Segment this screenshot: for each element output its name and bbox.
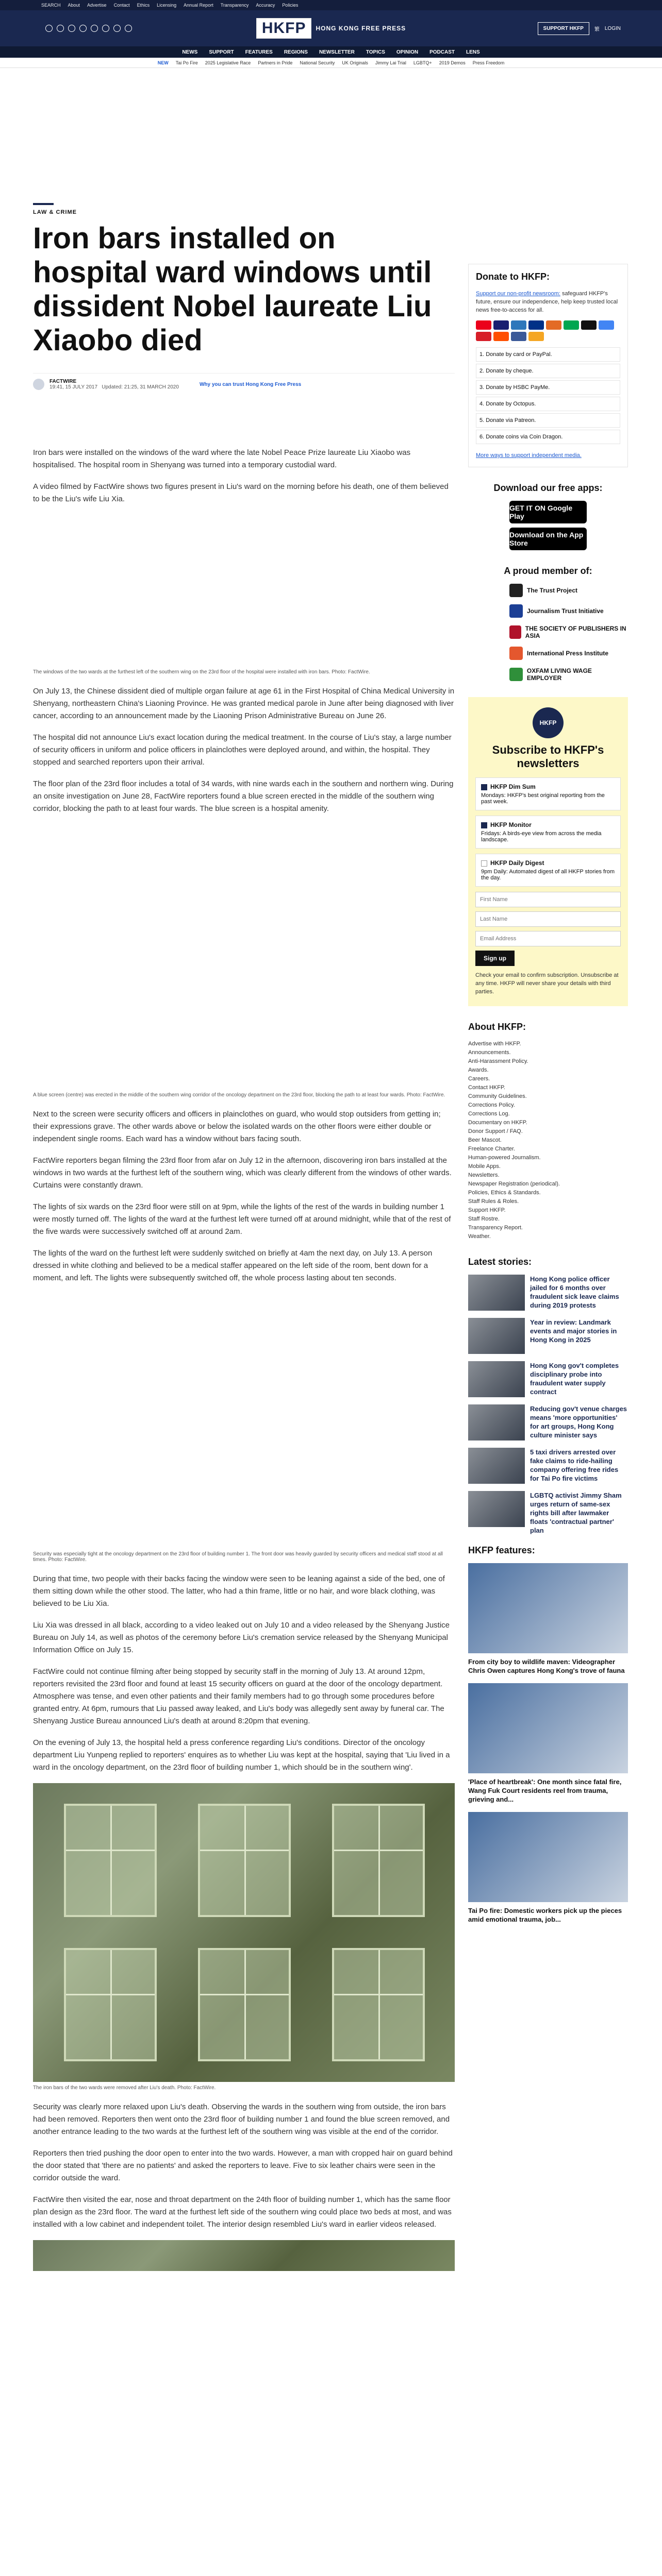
google-play-button[interactable]: GET IT ON Google Play [509,501,587,523]
updated-date: Updated: 21:25, 31 MARCH 2020 [102,384,179,390]
story-thumbnail[interactable] [468,1275,525,1311]
trust-project-icon [509,584,523,597]
nav-podcast[interactable]: PODCAST [429,49,455,55]
article-paragraph: On July 13, the Chinese dissident died of multiple organ failure at age 61 in the First Hospital of China Medical University in Shenyang, northeastern China's Liaoning Province. He was granted medical parole in June after being diagnosed with liver cancer, according to an announcement made by the Liaoning Prison Administrative Bureau on June 26. [33,687,455,720]
article-paragraph: On the evening of July 13, the hospital held a press conference regarding Liu's conditions. Director of the oncology department Liu Yunpeng replied to reporters' enquires as to whether Liu was kept at the hospital, saying that 'Liu lived in a ward in the oncology department, on the 23rd floor of building number 1, which should be in the southern wing'. [33,1738,450,1772]
trending-link[interactable]: Press Freedom [472,60,505,65]
site-header [0,10,662,46]
payme-icon [493,332,509,341]
visa-icon [493,320,509,330]
newsletter-option[interactable]: HKFP Monitor Fridays: A birds-eye view from across the media landscape. [475,816,621,849]
octopus-icon [528,332,544,341]
article-paragraph: Liu Xia was dressed in all black, according to a video leaked out on July 10 and a video released by the Shenyang Justice Bureau on July 14, as well as photos of the ceremony before Liu's cremation service released by the Shenyang Municipal Information Office on July 15. [33,1621,450,1654]
about-link[interactable]: Newsletters. [468,1172,500,1178]
about-link[interactable]: Awards. [468,1067,489,1073]
story-thumbnail[interactable] [468,1448,525,1484]
x-icon[interactable] [45,25,53,32]
trending-link[interactable]: 2019 Demos [439,60,466,65]
feature-image[interactable] [468,1563,628,1653]
newsletter-signup [468,697,628,1006]
story-headline[interactable]: Hong Kong gov't completes disciplinary probe into fraudulent water supply contract [530,1362,619,1396]
oxfam-icon [509,668,523,681]
about-link[interactable]: Newspaper Registration (periodical). [468,1181,560,1187]
feature-story[interactable] [468,1563,628,1675]
member-logo[interactable]: International Press Institute [509,647,628,660]
top-utility-bar [0,0,662,10]
story-thumbnail[interactable] [468,1404,525,1440]
trending-link[interactable]: Jimmy Lai Trial [375,60,406,65]
app-store-button[interactable]: Download on the App Store [509,528,587,550]
about-link[interactable]: Careers. [468,1076,490,1082]
about-link[interactable]: Policies, Ethics & Standards. [468,1190,541,1196]
story-thumbnail[interactable] [468,1318,525,1354]
about-link[interactable]: Donor Support / FAQ. [468,1128,523,1134]
member-logo[interactable]: OXFAM LIVING WAGE EMPLOYER [509,667,628,682]
donate-title: Donate to HKFP: [476,272,550,282]
about-link[interactable]: Weather. [468,1233,491,1240]
about-link[interactable]: Anti-Harassment Policy. [468,1058,528,1064]
feature-story[interactable] [468,1683,628,1804]
policies-link[interactable]: Policies [282,3,299,8]
threads-icon[interactable] [79,25,87,32]
about-link[interactable]: Support HKFP. [468,1207,506,1213]
feature-headline[interactable]: Tai Po fire: Domestic workers pick up the pieces amid emotional trauma, job... [468,1907,622,1923]
payment-icons [476,320,620,341]
story-headline[interactable]: Reducing gov't venue charges means 'more opportunities' for art groups, Hong Kong culture minister says [530,1405,627,1439]
embed-image-security [33,1294,455,1551]
latest-stories [468,1257,628,1535]
jti-icon [509,604,523,618]
new-label: NEW [157,60,169,65]
trending-link[interactable]: National Security [300,60,335,65]
about-link[interactable]: Community Guidelines. [468,1093,527,1099]
article-paragraph: The floor plan of the 23rd floor includes a total of 34 wards, with nine wards each in the southern and northern wing. During an onsite investigation on June 28, FactWire reporters found a blue screen erected in the middle of the southern wing corridor, blocking the path to at least four wards. The blue screen is a hospital amenity. [33,779,454,813]
newsletter-logo: HKFP [533,707,564,738]
article-paragraph: Next to the screen were security officers and officers in plainclothes on guard, who would stop outsiders from getting in; their expressions grave. The other wards above or below the isolated wards on the other floors were either double or independent single rooms. Each ward has a window without bars facing south. [33,1110,441,1143]
member-logo[interactable]: The Trust Project [509,584,628,597]
about-link[interactable]: Freelance Charter. [468,1146,516,1152]
story-headline[interactable]: 5 taxi drivers arrested over fake claims to ride-hailing company offering free rides for Tai Po fire victims [530,1448,619,1482]
about-link[interactable]: About [68,3,80,8]
trending-link[interactable]: Partners in Pride [258,60,293,65]
article-title: Iron bars installed on hospital ward windows until dissident Nobel laureate Liu Xiaobo died [33,222,432,357]
features-title: HKFP features: [468,1545,535,1555]
latest-title: Latest stories: [468,1257,532,1267]
google-pay-icon [599,320,614,330]
telegram-icon[interactable] [125,25,132,32]
trust-link[interactable]: Why you can trust Hong Kong Free Press [199,381,302,387]
newsletter-note: Check your email to confirm subscription. Unsubscribe at any time. HKFP will never share your details with third parties. [475,972,619,995]
article-paragraph: During that time, two people with their backs facing the window were seen to be leaning against a side of the bed, one of them sitting down while the other stood. The latter, who had a thin frame, little or no hair, and wore black clothing, was believed to be Liu Xia. [33,1574,445,1608]
signup-button[interactable]: Sign up [475,951,515,966]
feature-headline[interactable]: From city boy to wildlife maven: Videographer Chris Owen captures Hong Kong's trove of fauna [468,1658,625,1674]
story-thumbnail[interactable] [468,1491,525,1527]
checkbox-icon[interactable] [481,784,487,790]
publish-date: 19:41, 15 JULY 2017 [49,384,98,390]
transparency-link[interactable]: Transparency [220,3,249,8]
member-logo[interactable]: THE SOCIETY OF PUBLISHERS IN ASIA [509,625,628,639]
sopa-icon [509,625,521,639]
latest-story[interactable] [468,1491,628,1535]
donate-option[interactable]: 5. Donate via Patreon. [476,413,620,428]
paypal-icon [528,320,544,330]
about-link[interactable]: Staff Rules & Roles. [468,1198,519,1205]
article-paragraph: The lights of the ward on the furthest left were suddenly switched on briefly at 4am the next day, on July 13. A person dressed in white clothing and believed to be a medical staffer appeared on the left side of the room, bent down for a moment, and left. The lights were subsequently switched off, the whole process lasting about ten seconds. [33,1249,433,1282]
trending-link[interactable]: Tai Po Fire [175,60,198,65]
about-link[interactable]: Beer Mascot. [468,1137,502,1143]
about-link[interactable]: Mobile Apps. [468,1163,501,1170]
feature-image[interactable] [468,1812,628,1902]
donate-option[interactable]: 4. Donate by Octopus. [476,397,620,411]
author-avatar [33,379,44,390]
article [33,203,455,2271]
unionpay-icon [476,332,491,341]
donate-text: safeguard HKFP's future, ensure our independence, help keep trusted local news free-to-access for all. [476,291,618,313]
latest-story[interactable] [468,1404,628,1440]
accuracy-link[interactable]: Accuracy [256,3,275,8]
about-link[interactable]: Transparency Report. [468,1225,523,1231]
youtube-icon[interactable] [102,25,109,32]
trending-bar [0,58,662,68]
donate-option[interactable]: 6. Donate coins via Coin Dragon. [476,430,620,444]
checkbox-icon[interactable] [481,822,487,828]
facebook-icon[interactable] [57,25,64,32]
photo-partial [33,2240,455,2271]
nav-newsletter[interactable]: NEWSLETTER [319,49,355,55]
apple-pay-icon [581,320,597,330]
contact-link[interactable]: Contact [113,3,130,8]
feature-image[interactable] [468,1683,628,1773]
article-paragraph: FactWire then visited the ear, nose and throat department on the 24th floor of building number 1, which has the same floor plan design as the 23rd floor. The ward at the furthest left side of the southern wing could place two beds at most, and was installed with a low cabinet and independent toilet. The interior design resembled Liu's ward in earlier videos released. [33,2195,452,2229]
story-headline[interactable]: LGBTQ activist Jimmy Sham urges return of same-sex rights bill after lawmaker floats 'contractual partner' plan [530,1492,622,1534]
story-headline[interactable]: Hong Kong police officer jailed for 6 months over fraudulent sick leave claims during 2019 protests [530,1275,619,1309]
sidebar [468,264,628,1932]
last-name-field[interactable] [475,911,621,927]
category-label[interactable]: LAW & CRIME [33,209,77,215]
latest-story[interactable] [468,1318,628,1354]
about-title: About HKFP: [468,1022,526,1032]
about-section [468,1022,628,1241]
image-caption: A blue screen (centre) was erected in the middle of the southern wing corridor of the oncology department on the 23rd floor, blocking the path to at least four wards. Photo: FactWire. [33,1092,445,1098]
latest-story[interactable] [468,1275,628,1311]
article-paragraph: The hospital did not announce Liu's exact location during the medical treatment. In the course of Liu's stay, a large number of security officers in uniform and police officers in plainclothes were deployed around, and within, the hospital. They stopped and searched reporters upon their arrival. [33,733,452,767]
article-paragraph: Iron bars were installed on the windows of the ward where the late Nobel Peace Prize laureate Liu Xiaobo was hospitalised. The hospital room in Shenyang was turned into a temporary custodial ward. [33,448,411,469]
feature-story[interactable] [468,1812,628,1924]
apps-title: Download our free apps: [493,483,603,493]
story-thumbnail[interactable] [468,1361,525,1397]
trending-link[interactable]: UK Originals [342,60,368,65]
social-icons [45,25,132,32]
licensing-link[interactable]: Licensing [157,3,177,8]
amex-icon [511,320,526,330]
photo-ward-windows [33,1783,455,2082]
article-paragraph: A video filmed by FactWire shows two figures present in Liu's ward on the morning before his death, one of them believed to be the Liu's wife Liu Xia. [33,482,449,503]
about-link[interactable]: Contact HKFP. [468,1084,505,1091]
ipi-icon [509,647,523,660]
trending-link[interactable]: LGBTQ+ [413,60,432,65]
nav-regions[interactable]: REGIONS [284,49,308,55]
email-field[interactable] [475,931,621,946]
article-paragraph: Security was clearly more relaxed upon Liu's death. Observing the wards in the southern wing from outside, the iron bars had been removed. Reporters then went onto the 23rd floor of building number 1 and found the blue screen removed, and another entrance leading to the two wards at the furthest left of the southern wing was visible at the end of the corridor. [33,2103,450,2136]
article-paragraph: Reporters then tried pushing the door open to enter into the two wards. However, a man with cropped hair on guard behind the door stated that 'there are no patients' and asked the reporters to leave. Five to six leather chairs were seen in the corridor outside the ward. [33,2149,453,2182]
nav-support[interactable]: SUPPORT [209,49,234,55]
article-paragraph: FactWire reporters began filming the 23rd floor from afar on July 12 in the afternoon, discovering iron bars installed at the windows in two wards at the furthest left of the southern wing, which was clearly different from the windows of other wards. Curtains were constantly drawn. [33,1156,452,1190]
about-link[interactable]: Corrections Log. [468,1111,510,1117]
mastercard-icon [476,320,491,330]
member-title: A proud member of: [504,566,592,576]
image-caption: The iron bars of the two wards were removed after Liu's death. Photo: FactWire. [33,2085,216,2091]
kicker-bar [33,203,54,205]
about-link[interactable]: Staff Rostre. [468,1216,500,1222]
main-nav [0,46,662,58]
image-caption: Security was especially tight at the oncology department on the 23rd floor of building number 1. The front door was heavily guarded by security officers and medical staff stood at all times. Photo: FactWire. [33,1551,443,1563]
newsletter-title: Subscribe to HKFP's newsletters [492,743,604,770]
about-link[interactable]: Human-powered Journalism. [468,1155,541,1161]
about-link[interactable]: Documentary on HKFP. [468,1120,527,1126]
about-link[interactable]: Corrections Policy. [468,1102,515,1108]
support-button[interactable]: SUPPORT HKFP [538,22,589,35]
nav-news[interactable]: NEWS [182,49,198,55]
story-headline[interactable]: Year in review: Landmark events and major stories in Hong Kong in 2025 [530,1318,617,1344]
about-link[interactable]: Advertise with HKFP. [468,1041,521,1047]
nav-topics[interactable]: TOPICS [366,49,385,55]
feature-headline[interactable]: 'Place of heartbreak': One month since fatal fire, Wang Fuk Court residents reel from trauma, grieving and... [468,1778,622,1803]
image-caption: The windows of the two wards at the furthest left of the southern wing on the 23rd floor of the hospital were installed with iron bars. Photo: FactWire. [33,669,370,675]
article-paragraph: FactWire could not continue filming after being stopped by security staff in the morning of July 13. At around 12pm, reporters revisited the 23rd floor and found at least 15 security officers on guard at the door of the oncology department. Atmosphere was tense, and even other patients and their family members had to go through some procedures before granted entry. At 6pm, rumours that Liu passed away leaked, and Liu's body was allegedly sent away by funeral car. The Shenyang Justice Bureau announced Liu's death at around 8:20pm that evening. [33,1667,444,1725]
bluesky-icon[interactable] [91,25,98,32]
about-link[interactable]: Announcements. [468,1049,511,1056]
checkbox-icon[interactable] [481,860,487,867]
first-name-field[interactable] [475,892,621,907]
author-name[interactable]: FACTWIRE [49,379,77,384]
latest-story[interactable] [468,1361,628,1397]
donate-support-link[interactable]: Support our non-profit newsroom: [476,291,560,297]
article-paragraph: The lights of six wards on the 23rd floor were still on at 9pm, while the lights of the rest of the wards in building number 1 were mostly turned off. The lights of the ward at the furthest left were turned off at around midnight, while that of the rest of the five wards were successively switched off at around 2am. [33,1202,451,1236]
search-link[interactable]: SEARCH [41,3,61,8]
newsletter-option[interactable]: HKFP Dim Sum Mondays: HKFP's best original reporting from the past week. [475,777,621,810]
newsletter-option[interactable]: HKFP Daily Digest 9pm Daily: Automated digest of all HKFP stories from the day. [475,854,621,887]
linkedin-icon[interactable] [113,25,121,32]
features-section [468,1545,628,1924]
member-logo[interactable]: Journalism Trust Initiative [509,604,628,618]
byline [33,373,455,390]
donate-option[interactable]: 3. Donate by HSBC PayMe. [476,380,620,395]
ethics-link[interactable]: Ethics [137,3,150,8]
login-link[interactable]: LOGIN [604,25,621,31]
annual-report-link[interactable]: Annual Report [184,3,213,8]
language-toggle[interactable]: 繁 [594,26,600,32]
latest-story[interactable] [468,1448,628,1484]
video-embed[interactable] [33,515,455,669]
more-ways-link[interactable]: More ways to support independent media. [476,452,582,459]
jcb-icon [564,320,579,330]
embed-image-blue-screen [33,824,455,1092]
trending-link[interactable]: 2025 Legislative Race [205,60,251,65]
instagram-icon[interactable] [68,25,75,32]
donate-option[interactable]: 2. Donate by cheque. [476,364,620,378]
nav-opinion[interactable]: OPINION [396,49,419,55]
nav-features[interactable]: FEATURES [245,49,273,55]
donate-option[interactable]: 1. Donate by card or PayPal. [476,347,620,362]
donate-box [468,264,628,467]
advertise-link[interactable]: Advertise [87,3,107,8]
site-logo[interactable]: HKFP HONG KONG FREE PRESS [247,18,415,39]
nav-lens[interactable]: LENS [466,49,480,55]
discover-icon [546,320,561,330]
alipay-icon [511,332,526,341]
